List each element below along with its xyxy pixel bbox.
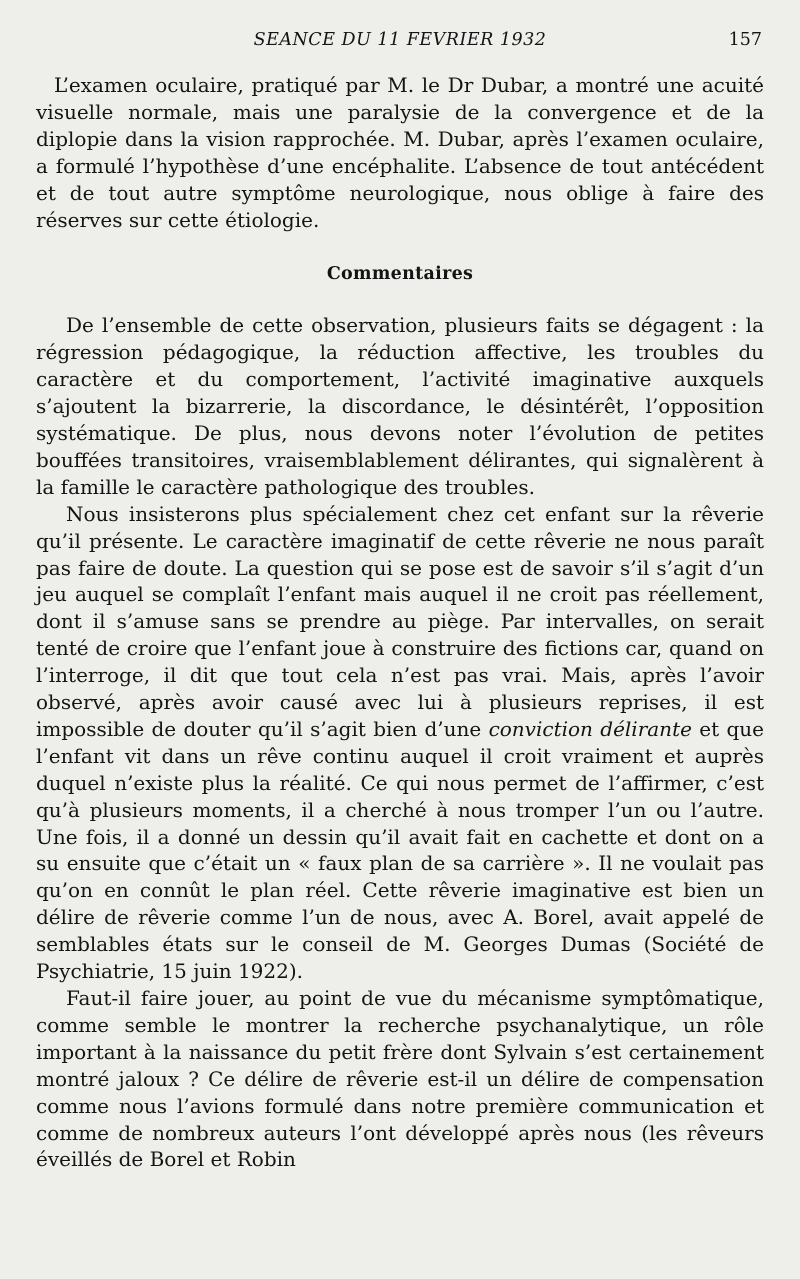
running-title: SEANCE DU 11 FEVRIER 1932 bbox=[253, 30, 547, 50]
section-heading: Commentaires bbox=[326, 264, 474, 285]
running-header bbox=[36, 30, 764, 58]
paragraph-observation: De l’ensemble de cette observation, plusieurs faits se dégagent : la régression pédagogique, la réduction affective, les troubles du caractère et du comportement, l’activité imaginative auxquels s’ajoutent la bizarrerie, la discordance, le désintérêt, l’opposition systématique. De plus, nous devons noter l’évolution de petites bouffées transitoires, vraisemblablement délirantes, qui signalèrent à la famille le caractère pathologique des troubles. bbox=[36, 313, 764, 499]
paragraph-reverie bbox=[36, 501, 764, 985]
paragraph-reverie-part-2: et que l’enfant vit dans un rêve continu auquel il croit vraiment et auprès duquel n’existe plus la réalité. Ce qui nous permet de l’affirmer, c’est qu’à plusieurs moments, il a cherché à nous tromper l’un ou l’autre. Une fois, il a donné un dessin qu’il avait fait en cachette et dont on a su ensuite que c’était un « faux plan de sa carrière ». Il ne voulait pas qu’on en connût le plan réel. Cette rêverie imaginative est bien un délire de rêverie comme l’un de nous, avec A. Borel, avait appelé de semblables états sur le conseil de M. Georges Dumas (Société de Psychiatrie, 15 juin 1922). bbox=[36, 716, 764, 984]
emphasis-conviction-delirante: conviction délirante bbox=[488, 716, 692, 741]
paragraph-eye-exam: L’examen oculaire, pratiqué par M. le Dr Dubar, a montré une acuité visuelle normale, mais une paralysie de la convergence et de la diplopie dans la vision rapprochée. M. Dubar, après l’examen oculaire, a formulé l’hypothèse d’une encéphalite. L’absence de tout antécédent et de tout autre symptôme neurologique, nous oblige à faire des réserves sur cette étiologie. bbox=[36, 73, 764, 232]
page-number: 157 bbox=[728, 30, 762, 50]
paragraph-reverie-part-1: Nous insisterons plus spécialement chez cet enfant sur la rêverie qu’il présente. Le caractère imaginatif de cette rêverie ne nous paraît pas faire de doute. La question qui se pose est de savoir s’il s’agit d’un jeu auquel se complaît l’enfant mais auquel il ne croit pas réellement, dont il s’amuse sans se prendre au piège. Par intervalles, on serait tenté de croire que l’enfant joue à construire des fictions car, quand on l’interroge, il dit que tout cela n’est pas vrai. Mais, après l’avoir observé, après avoir causé avec lui à plusieurs reprises, il est impossible de douter qu’il s’agit bien d’une bbox=[36, 501, 764, 741]
paragraph-mechanism: Faut-il faire jouer, au point de vue du mécanisme symptômatique, comme semble le montrer la recherche psychanalytique, un rôle important à la naissance du petit frère dont Sylvain s’est certainement montré jaloux ? Ce délire de rêverie est-il un délire de compensation comme nous l’avions formulé dans notre première communication et comme de nombreux auteurs l’ont développé après nous (les rêveurs éveillés de Borel et Robin bbox=[36, 986, 764, 1172]
body-text bbox=[36, 72, 764, 1173]
